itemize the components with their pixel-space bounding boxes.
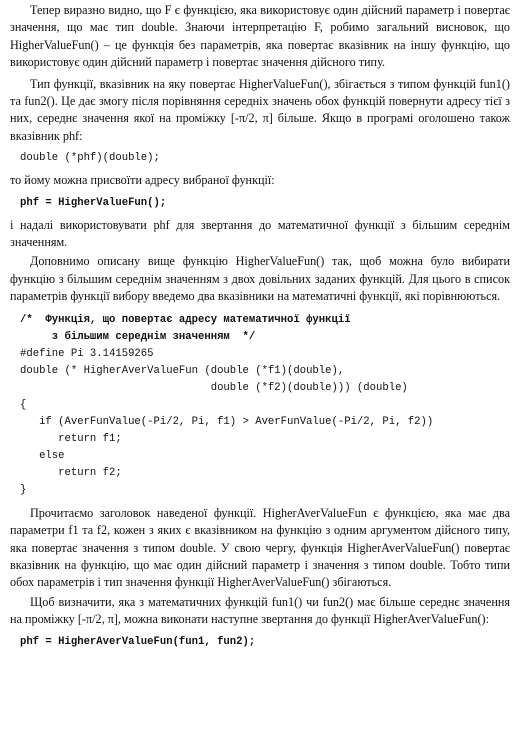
code-line-phf-assign: phf = HigherValueFun();	[20, 196, 167, 209]
code-line-phf-assign-call: phf = HigherAverValueFun(fun1, fun2);	[20, 635, 256, 648]
listing-line: return f1;	[20, 432, 122, 445]
code-listing	[20, 312, 510, 499]
paragraph-7: Щоб визначити, яка з математичних функцій fun1() чи fun2() має більше середнє значення на проміжку [-π/2, π], можна виконати наступне звертання до функції HigherAverValueFun():	[10, 594, 510, 627]
listing-line: double (* HigherAverValueFun (double (*f1)(double),	[20, 364, 345, 377]
listing-line: /* Функція, що повертає адресу математичної функції	[20, 313, 351, 326]
listing-line: {	[20, 398, 27, 411]
paragraph-1: Тепер виразно видно, що F є функцією, яка використовує один дійсний параметр і повертає значення, що має тип double. Знаючи інтерпретацію F, робимо загальний висновок, що HigherValueFun() – це функція без параметрів, яка повертає вказівник на іншу функцію, що використовує один дійсний параметр і повертає значення дійсного типу.	[10, 3, 510, 70]
paragraph-6: Прочитаємо заголовок наведеної функції. HigherAverValueFun є функцією, яка має два параметри f1 та f2, кожен з яких є вказівником на функцію з одним аргументом дійсного типу, яка повертає значення з типом double. У свою чергу, функція HigherAverValueFun() повертає вказівник на функцію, що має один дійсний параметр і значення з типом double. Тобто типи обох параметрів і тип значення функції HigherAverValueFun() збігаються.	[10, 505, 510, 590]
paragraph-2: Тип функції, вказівник на яку повертає HigherValueFun(), збігається з типом функцій fun1() та fun2(). Це дає змогу після порівняння середніх значень обох функцій повернути адресу тієї з них, середнє значення якої на проміжку [-π/2, π] більше. Якщо в програмі оголошено також вказівник phf:	[10, 76, 510, 143]
paragraph-3: то йому можна присвоїти адресу вибраної функції:	[10, 173, 275, 188]
listing-line: else	[20, 449, 65, 462]
listing-line: #define Pi 3.14159265	[20, 347, 154, 360]
listing-line: return f2;	[20, 466, 122, 479]
listing-line: з більшим середнім значенням */	[20, 330, 256, 343]
listing-line: }	[20, 483, 27, 496]
listing-line: if (AverFunValue(-Pi/2, Pi, f1) > AverFunValue(-Pi/2, Pi, f2))	[20, 415, 434, 428]
code-line-phf-declaration: double (*phf)(double);	[20, 152, 160, 165]
paragraph-4: і надалі використовувати phf для звертання до математичної функції з більшим середнім значенням.	[10, 217, 510, 250]
listing-line: double (*f2)(double))) (double)	[20, 381, 408, 394]
paragraph-5: Доповнимо описану вище функцію HigherValueFun() так, щоб можна було вибирати функцію з більшим середнім значенням з двох довільних заданих функцій. Для цього в список параметрів функції вибору введемо два вказівники на математичні функції, які порівнюються.	[10, 254, 510, 304]
